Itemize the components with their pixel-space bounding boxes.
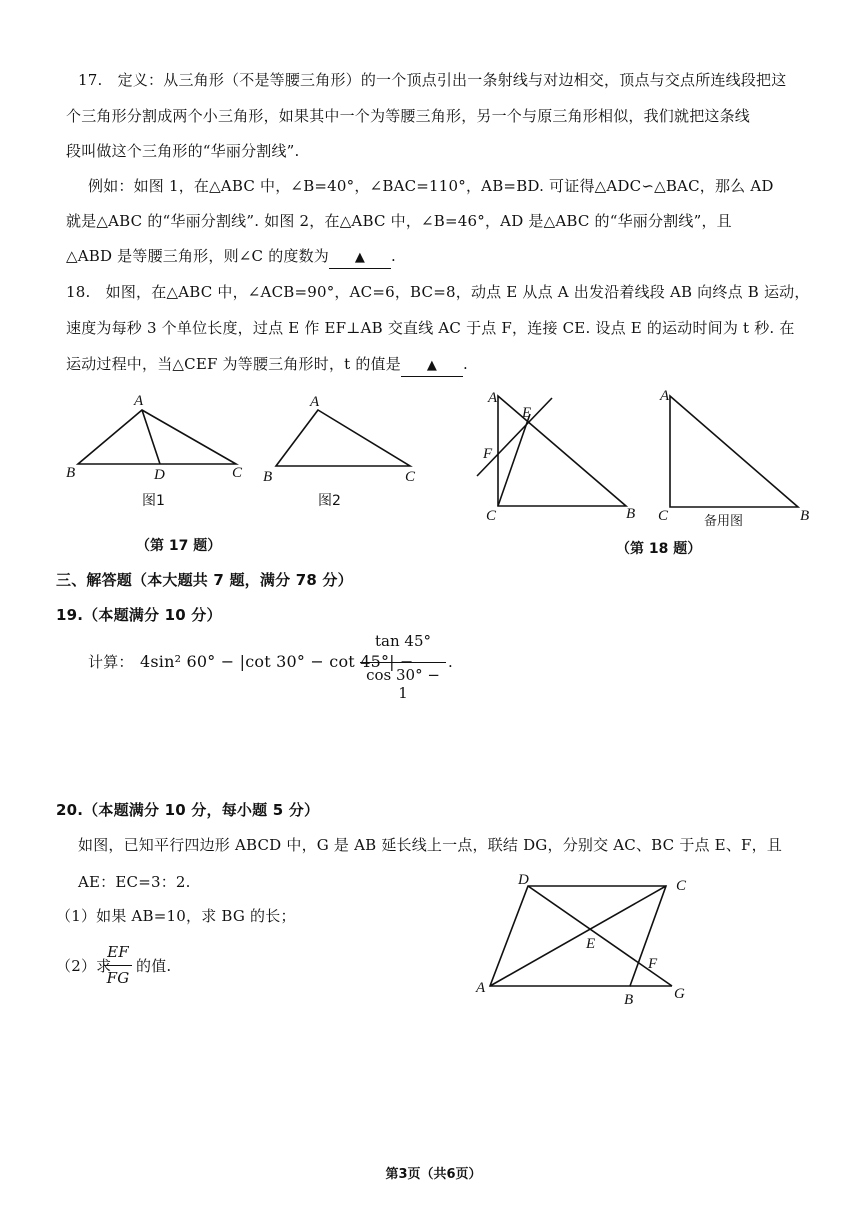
q17-caption: （第 17 题） (136, 538, 222, 554)
q17-line1: 17. 定义：从三角形（不是等腰三角形）的一个顶点引出一条射线与对边相交，顶点与交点所连线段把这 (78, 71, 787, 89)
spare-label-a: A (660, 388, 670, 404)
q17-line2: 个三角形分割成两个小三角形，如果其中一个为等腰三角形，另一个与原三角形相似，我们就把这条线 (66, 107, 751, 125)
q20-part2-den: FG (106, 969, 130, 987)
figures-q17-q18 (0, 380, 867, 540)
fig18-label-c: C (486, 508, 497, 524)
fig2-label-c: C (405, 469, 416, 485)
q19-numerator: tan 45° (375, 632, 431, 650)
q19-prefix: 计算： (88, 653, 134, 671)
fig18-label-e: E (522, 405, 532, 421)
fig1-label-a: A (134, 393, 144, 409)
q18-caption: （第 18 题） (616, 541, 702, 557)
fig18-label-f: F (483, 446, 493, 462)
fig20-label-f: F (648, 956, 658, 972)
q20-part1: （1）如果 AB=10，求 BG 的长； (56, 907, 296, 925)
figure18-main (477, 390, 635, 524)
q17-line3: 段叫做这个三角形的“华丽分割线”. (66, 142, 300, 160)
fig20-label-c: C (676, 878, 687, 894)
q20-title: 20.（本题满分 10 分，每小题 5 分） (56, 801, 320, 819)
fig20-label-d: D (518, 872, 529, 888)
fig20-label-g: G (674, 986, 685, 1002)
spare-caption: 备用图 (704, 514, 744, 529)
section3-title: 三、解答题（本大题共 7 题，满分 78 分） (56, 571, 353, 589)
q19-suffix: . (448, 653, 453, 671)
spare-label-b: B (800, 508, 810, 524)
q20-part2-fraction-bar (104, 965, 132, 966)
fig1-label-c: C (232, 465, 243, 481)
q19-denominator: cos 30° − 1 (366, 666, 440, 702)
q18-answer-blank (401, 354, 463, 377)
q17-answer-blank (329, 246, 391, 269)
fig2-caption: 图2 (318, 493, 341, 509)
figure20-parallelogram (470, 872, 700, 1007)
fig18-label-a: A (488, 390, 498, 406)
fig20-label-a: A (476, 980, 486, 996)
q17-line6: △ABD 是等腰三角形，则∠C 的度数为 ▲ . (66, 246, 396, 269)
fig20-diagonal-ac (490, 886, 666, 986)
q17-line5: 就是△ABC 的“华丽分割线”. 如图 2，在△ABC 中，∠B=46°，AD 是△ABC 的“华丽分割线”，且 (66, 212, 732, 230)
q20-line2: AE：EC=3：2. (78, 873, 191, 891)
answer-triangle-icon: ▲ (354, 250, 366, 265)
q20-line1: 如图，已知平行四边形 ABCD 中，G 是 AB 延长线上一点，联结 DG，分别交 AC、BC 于点 E、F，且 (78, 836, 783, 854)
fig20-label-e: E (586, 936, 596, 952)
fig18-segment-ce (498, 414, 530, 506)
fig1-caption: 图1 (142, 493, 165, 509)
q20-part2-prefix: （2）求 (56, 957, 112, 975)
q18-line1: 18. 如图，在△ABC 中，∠ACB=90°，AC=6，BC=8，动点 E 从点 A 出发沿着线段 AB 向终点 B 运动， (66, 283, 810, 301)
figure2-triangle (263, 394, 416, 485)
page-footer: 第3页（共6页） (385, 1167, 482, 1182)
figure18-spare (658, 388, 809, 529)
q18-line2: 速度为每秒 3 个单位长度，过点 E 作 EF⊥AB 交直线 AC 于点 F，连接 CE. 设点 E 的运动时间为 t 秒. 在 (66, 319, 795, 337)
fig2-label-a: A (310, 394, 320, 410)
fig1-label-d: D (154, 467, 165, 483)
q18-line3: 运动过程中，当△CEF 为等腰三角形时，t 的值是 ▲ . (66, 354, 468, 377)
fig20-label-b: B (624, 992, 634, 1007)
q19-term1: 4sin² 60° − |cot 30° − cot 45°| − (140, 652, 414, 671)
q20-part2-suffix: 的值. (136, 957, 172, 975)
answer-triangle-icon: ▲ (426, 358, 438, 373)
q17-line6-text: △ABD 是等腰三角形，则∠C 的度数为 (66, 247, 330, 265)
fig18-label-b: B (626, 506, 636, 522)
q19-fraction-bar (360, 662, 446, 663)
spare-triangle-abc (670, 396, 798, 507)
q20-part2-num: EF (107, 943, 129, 961)
q17-line4: 例如：如图 1，在△ABC 中，∠B=40°，∠BAC=110°，AB=BD. 可证得△ADC∽△BAC，那么 AD (88, 177, 774, 195)
fig1-label-b: B (66, 465, 76, 481)
fig2-label-b: B (263, 469, 273, 485)
spare-label-c: C (658, 508, 669, 524)
q19-title: 19.（本题满分 10 分） (56, 606, 222, 624)
figure1-triangle (66, 393, 243, 483)
q18-line3-text: 运动过程中，当△CEF 为等腰三角形时，t 的值是 (66, 355, 401, 373)
fig2-triangle-abc (276, 410, 410, 466)
